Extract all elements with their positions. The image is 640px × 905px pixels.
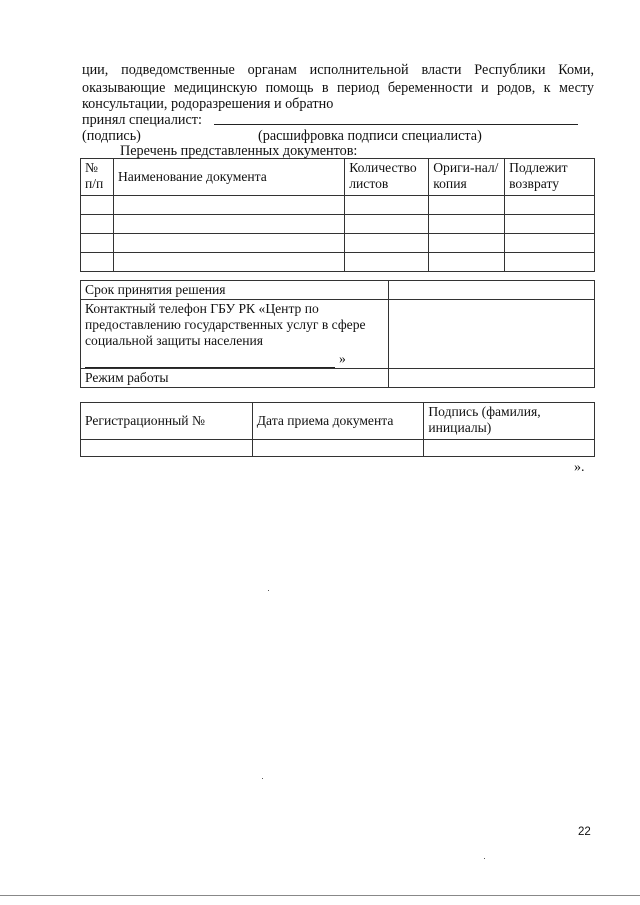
- scan-speck: [268, 590, 269, 591]
- table-row[interactable]: [81, 234, 595, 253]
- registration-header-row: [81, 403, 595, 440]
- page-number: 22: [578, 826, 591, 838]
- header-name: Наименование документа: [113, 159, 344, 196]
- registration-table: [80, 402, 595, 457]
- accepted-by-label: принял специалист:: [82, 112, 202, 128]
- table-row[interactable]: [81, 196, 595, 215]
- reg-sign-header: Подпись (фамилия, инициалы): [424, 403, 595, 440]
- decision-term-value[interactable]: [388, 281, 594, 300]
- info-table: [80, 280, 595, 388]
- documents-table: [80, 158, 595, 272]
- end-mark: ».: [574, 460, 585, 475]
- decision-term-label: Срок принятия решения: [81, 281, 389, 300]
- header-count: Количество листов: [345, 159, 429, 196]
- documents-title: Перечень представленных документов:: [120, 143, 358, 159]
- specialist-signature-line[interactable]: [214, 124, 578, 125]
- contact-phone-label: Контактный телефон ГБУ РК «Центр по предоставлению государственных услуг в сфере социальной защиты населения: [85, 301, 366, 348]
- header-num: № п/п: [81, 159, 114, 196]
- work-mode-row: [81, 369, 595, 388]
- table-row[interactable]: [81, 215, 595, 234]
- table-row[interactable]: [81, 440, 595, 457]
- header-original: Ориги-нал/копия: [429, 159, 505, 196]
- contact-blank-line: [85, 367, 335, 368]
- work-mode-label: Режим работы: [81, 369, 389, 388]
- decision-term-row: [81, 281, 595, 300]
- documents-header-row: [81, 159, 595, 196]
- header-return: Подлежит возврату: [505, 159, 595, 196]
- signature-decode-label: (расшифровка подписи специалиста): [258, 128, 482, 144]
- reg-num-header: Регистрационный №: [81, 403, 253, 440]
- contact-phone-value[interactable]: [388, 300, 594, 369]
- signature-label: (подпись): [82, 128, 141, 144]
- scan-speck: [262, 778, 263, 779]
- intro-line-1: ции, подведомственные органам исполнительной власти Республики Коми,: [82, 62, 594, 78]
- intro-line-3: консультации, родоразрешения и обратно: [82, 96, 334, 112]
- contact-closing-quote: »: [339, 351, 346, 366]
- contact-phone-row: [81, 300, 595, 369]
- page-bottom-edge: [0, 895, 640, 896]
- work-mode-value[interactable]: [388, 369, 594, 388]
- reg-date-header: Дата приема документа: [252, 403, 424, 440]
- scan-speck: [484, 858, 485, 859]
- table-row[interactable]: [81, 253, 595, 272]
- intro-line-2: оказывающие медицинскую помощь в период беременности и родов, к месту: [82, 80, 594, 96]
- contact-phone-cell: [81, 300, 389, 369]
